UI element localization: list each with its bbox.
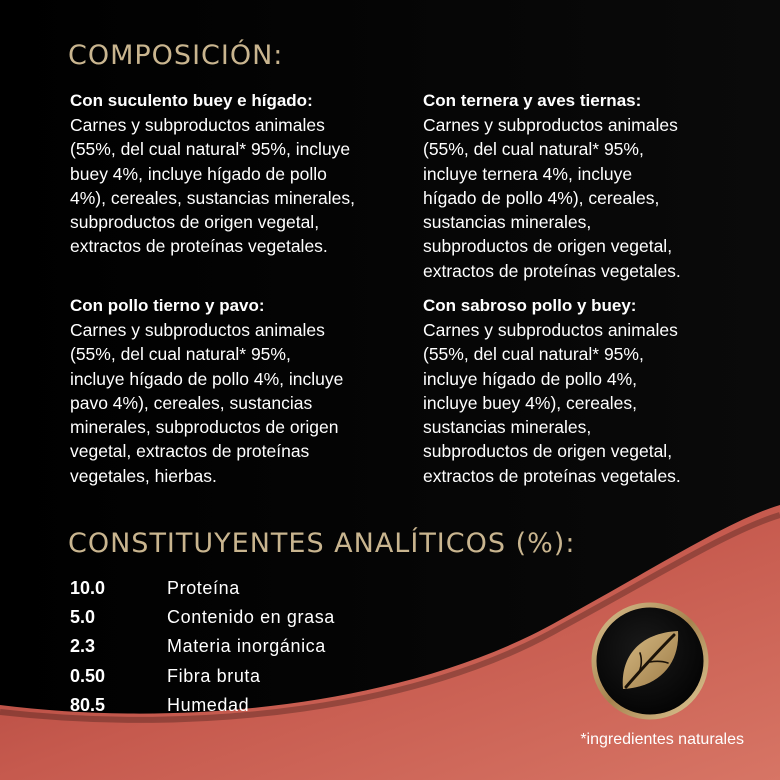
analytics-value: 5.0 bbox=[70, 607, 96, 628]
analytics-label: Fibra bruta bbox=[167, 665, 261, 686]
analytics-label: Humedad bbox=[167, 694, 250, 715]
composition-title: Con pollo tierno y pavo: bbox=[70, 296, 265, 315]
analytics-value: 2.3 bbox=[70, 636, 96, 657]
analytics-row-moisture bbox=[70, 691, 335, 720]
composition-block-beef-liver bbox=[70, 89, 400, 259]
composition-text: Carnes y subproductos animales (55%, del cual natural* 95%, incluye buey 4%, incluye hígado de pollo 4%), cereales, sustancias minerales, subproductos de origen vegetal, extractos de proteínas vegetales. bbox=[70, 115, 355, 257]
composition-heading: COMPOSICIÓN: bbox=[68, 40, 284, 71]
analytics-label: Materia inorgánica bbox=[167, 636, 326, 657]
analytics-heading: CONSTITUYENTES ANALÍTICOS (%): bbox=[68, 528, 576, 559]
composition-text: Carnes y subproductos animales (55%, del cual natural* 95%, incluye ternera 4%, incluye hígado de pollo 4%), cereales, sustancias minerales, subproductos de origen vegetal, extractos de proteínas vegetales. bbox=[423, 115, 681, 281]
composition-title: Con sabroso pollo y buey: bbox=[423, 296, 637, 315]
composition-block-chicken-turkey bbox=[70, 294, 400, 488]
analytics-label: Proteína bbox=[167, 578, 240, 599]
leaf-icon bbox=[590, 601, 710, 721]
analytics-list bbox=[70, 574, 335, 720]
analytics-value: 0.50 bbox=[70, 665, 106, 686]
composition-title: Con suculento buey e hígado: bbox=[70, 91, 313, 110]
analytics-row-ash bbox=[70, 632, 335, 661]
composition-title: Con ternera y aves tiernas: bbox=[423, 91, 642, 110]
analytics-row-protein bbox=[70, 574, 335, 603]
analytics-value: 10.0 bbox=[70, 578, 106, 599]
footnote: *ingredientes naturales bbox=[580, 731, 744, 748]
composition-block-veal-poultry bbox=[423, 89, 753, 283]
analytics-label: Contenido en grasa bbox=[167, 607, 335, 628]
analytics-row-fiber bbox=[70, 662, 335, 691]
analytics-row-fat bbox=[70, 603, 335, 632]
composition-block-chicken-beef bbox=[423, 294, 753, 488]
analytics-value: 80.5 bbox=[70, 694, 106, 715]
composition-text: Carnes y subproductos animales (55%, del cual natural* 95%, incluye hígado de pollo 4%, incluye buey 4%), cereales, sustancias minerales, subproductos de origen vegetal, extractos de proteínas vegetales. bbox=[423, 320, 681, 486]
composition-text: Carnes y subproductos animales (55%, del cual natural* 95%, incluye hígado de pollo 4%, incluye pavo 4%), cereales, sustancias minerales, subproductos de origen vegetal, extractos de proteínas vegetales, hierbas. bbox=[70, 320, 344, 486]
